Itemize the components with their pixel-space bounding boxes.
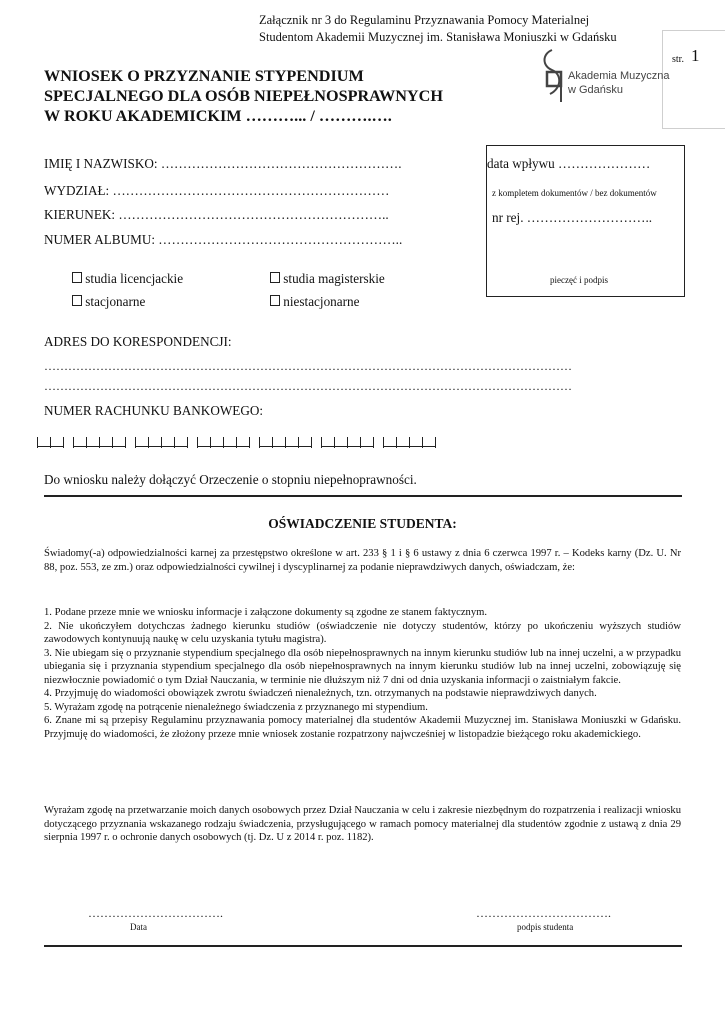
checkbox-fulltime-label: stacjonarne <box>85 294 146 309</box>
bank-digit-divider <box>360 437 361 448</box>
bank-digit-divider <box>249 437 250 448</box>
bank-digit-divider <box>321 437 322 448</box>
checkbox-parttime-label: niestacjonarne <box>283 294 360 309</box>
bank-digit-divider <box>373 437 374 448</box>
data-processing-consent: Wyrażam zgodę na przetwarzanie moich danych osobowych przez Dział Nauczania w celu i zakresie niezbędnym do rozpatrzenia i realizacji wniosku dotyczącego przyznania wskazanego rodzaju świadczenia, przysługującego w ramach pomocy materialnej dla studentów zgodnie z ustawą z dnia 29 sierpnia 1997 r. o ochronie danych osobowych (tj. Dz. U z 2014 r. poz. 1182). <box>44 805 681 843</box>
bank-digit-divider <box>99 437 100 448</box>
declaration-item: 2. Nie ukończyłem dotychczas żadnego kierunku studiów (oświadczenie nie dotyczy studentów, którzy po ukończeniu wyższych studiów zawodowych kontynuują naukę w celu uzyskania tytułu magistra). <box>44 620 681 645</box>
declaration-item: 1. Podane przeze mnie we wniosku informacje i załączone dokumenty są zgodne ze stanem faktycznym. <box>44 607 488 618</box>
bank-digit-divider <box>73 437 74 448</box>
address-label: ADRES DO KORESPONDENCJI: <box>44 334 232 349</box>
declaration-items <box>44 606 681 741</box>
page-label: str. <box>672 54 684 65</box>
bank-digit-divider <box>311 437 312 448</box>
bank-digit-divider <box>236 437 237 448</box>
declaration-item: 4. Przyjmuję do wiadomości obowiązek zwrotu świadczeń nienależnych, tzn. otrzymanych na podstawie nieprawdziwych danych. <box>44 688 597 699</box>
bank-digit-divider <box>86 437 87 448</box>
declaration-item: 6. Znane mi są przepisy Regulaminu przyznawania pomocy materialnej dla studentów Akademii Muzycznej im. Stanisława Moniuszki w Gdańsku. Przyjmuję do wiadomości, że złożony przeze mnie wniosek zostanie rozpatrzony najwcześniej w listopadzie bieżącego roku akademickiego. <box>44 715 681 740</box>
annex-note <box>259 12 659 46</box>
bank-digit-divider <box>383 437 384 448</box>
direction-field[interactable]: KIERUNEK: …………………………………………………….. <box>44 207 389 222</box>
bank-digit-divider <box>50 437 51 448</box>
documents-note: z kompletem dokumentów / bez dokumentów <box>492 188 657 198</box>
declaration-title: OŚWIADCZENIE STUDENTA: <box>268 516 457 531</box>
album-number-field[interactable]: NUMER ALBUMU: ……………………………………………….. <box>44 232 403 247</box>
bank-digit-divider <box>422 437 423 448</box>
annex-line-1: Załącznik nr 3 do Regulaminu Przyznawania Pomocy Materialnej <box>259 13 590 27</box>
section-divider <box>44 495 682 497</box>
faculty-field[interactable]: WYDZIAŁ: ……………………………………………………… <box>44 183 390 198</box>
bank-digit-divider <box>435 437 436 448</box>
bank-digit-divider <box>197 437 198 448</box>
stamp-signature-label: pieczęć i podpis <box>550 275 608 285</box>
bank-digit-divider <box>161 437 162 448</box>
declaration-item: 5. Wyrażam zgodę na potrącenie nienależnego świadczenia z przyznanego mi stypendium. <box>44 701 428 713</box>
checkbox-master[interactable] <box>270 271 385 287</box>
received-date-field: data wpływu ………………… <box>487 156 651 171</box>
address-line-2[interactable]: …………………………………………………………………………………………………………………… <box>44 379 572 393</box>
bank-digit-divider <box>148 437 149 448</box>
bank-digit-divider <box>298 437 299 448</box>
annex-line-2: Studentom Akademii Muzycznej im. Stanisława Moniuszki w Gdańsku <box>259 30 617 44</box>
bank-digit-divider <box>112 437 113 448</box>
form-title-line-3: W ROKU AKADEMICKIM ………... / ……….…. <box>44 107 392 125</box>
checkbox-master-label: studia magisterskie <box>283 271 385 286</box>
bank-digit-divider <box>174 437 175 448</box>
name-field[interactable]: IMIĘ I NAZWISKO: ………………………………………………. <box>44 156 402 171</box>
bank-account-label: NUMER RACHUNKU BANKOWEGO: <box>44 403 264 418</box>
bank-digit-divider <box>187 437 188 448</box>
bank-digit-divider <box>272 437 273 448</box>
logo-text-line-1: Akademia Muzyczna <box>568 70 670 82</box>
bank-digit-divider <box>210 437 211 448</box>
bank-digit-divider <box>135 437 136 448</box>
registration-number-field: nr rej. ……………………….. <box>492 210 653 225</box>
checkbox-square-icon[interactable] <box>270 295 280 306</box>
bank-digit-divider <box>63 437 64 448</box>
checkbox-square-icon[interactable] <box>72 272 82 283</box>
bank-account-boxes[interactable] <box>37 430 662 448</box>
address-line-1[interactable]: …………………………………………………………………………………………………………………… <box>44 359 572 373</box>
date-label: Data <box>130 922 147 932</box>
declaration-item: 3. Nie ubiegam się o przyznanie stypendium specjalnego dla osób niepełnosprawnych na innym kierunku studiów lub na innej uczelni, a w przypadku ubiegania się i przyznania stypendium specjalnego dla osób niepełnosprawnych na innym kierunku studiów lub na innej uczelni, zobowiązuję się niezwłocznie powiadomić o tym Dział Nauczania, w terminie nie dłuższym niż 7 dni od dnia uzyskania informacji o zaistniałym fakcie. <box>44 647 681 686</box>
form-title-line-2: SPECJALNEGO DLA OSÓB NIEPEŁNOSPRAWNYCH <box>44 87 443 105</box>
checkbox-parttime[interactable] <box>270 294 359 310</box>
date-signature-line[interactable]: ……………………………. <box>88 906 223 920</box>
logo-text-line-2: w Gdańsku <box>568 84 624 96</box>
form-title-line-1: WNIOSEK O PRZYZNANIE STYPENDIUM <box>44 67 364 85</box>
checkbox-fulltime[interactable] <box>72 294 145 310</box>
checkbox-square-icon[interactable] <box>72 295 82 306</box>
declaration-intro: Świadomy(-a) odpowiedzialności karnej za przestępstwo określone w art. 233 § 1 i § 6 ustawy z dnia 6 czerwca 1997 r. – Kodeks karny (Dz. U. Nr 88, poz. 553, ze zm.) oraz odpowiedzialności cywilnej i dyscyplinarnej za podanie nieprawdziwych danych, oświadczam, że: <box>44 548 681 573</box>
bank-digit-divider <box>347 437 348 448</box>
bank-digit-divider <box>223 437 224 448</box>
page-number-box <box>662 30 725 129</box>
checkbox-bachelor-label: studia licencjackie <box>85 271 184 286</box>
attachment-note: Do wniosku należy dołączyć Orzeczenie o stopniu niepełnoprawności. <box>44 472 417 487</box>
bank-digit-divider <box>285 437 286 448</box>
bank-digit-divider <box>409 437 410 448</box>
checkbox-square-icon[interactable] <box>270 272 280 283</box>
bank-digit-divider <box>125 437 126 448</box>
page-number: 1 <box>691 46 700 65</box>
bottom-divider <box>44 945 682 947</box>
student-signature-line[interactable]: ……………………………. <box>476 906 611 920</box>
bank-digit-divider <box>259 437 260 448</box>
bank-digit-divider <box>334 437 335 448</box>
bank-digit-divider <box>396 437 397 448</box>
checkbox-bachelor[interactable] <box>72 271 183 287</box>
student-signature-label: podpis studenta <box>517 922 574 932</box>
form-title <box>44 66 524 126</box>
bank-digit-divider <box>37 437 38 448</box>
